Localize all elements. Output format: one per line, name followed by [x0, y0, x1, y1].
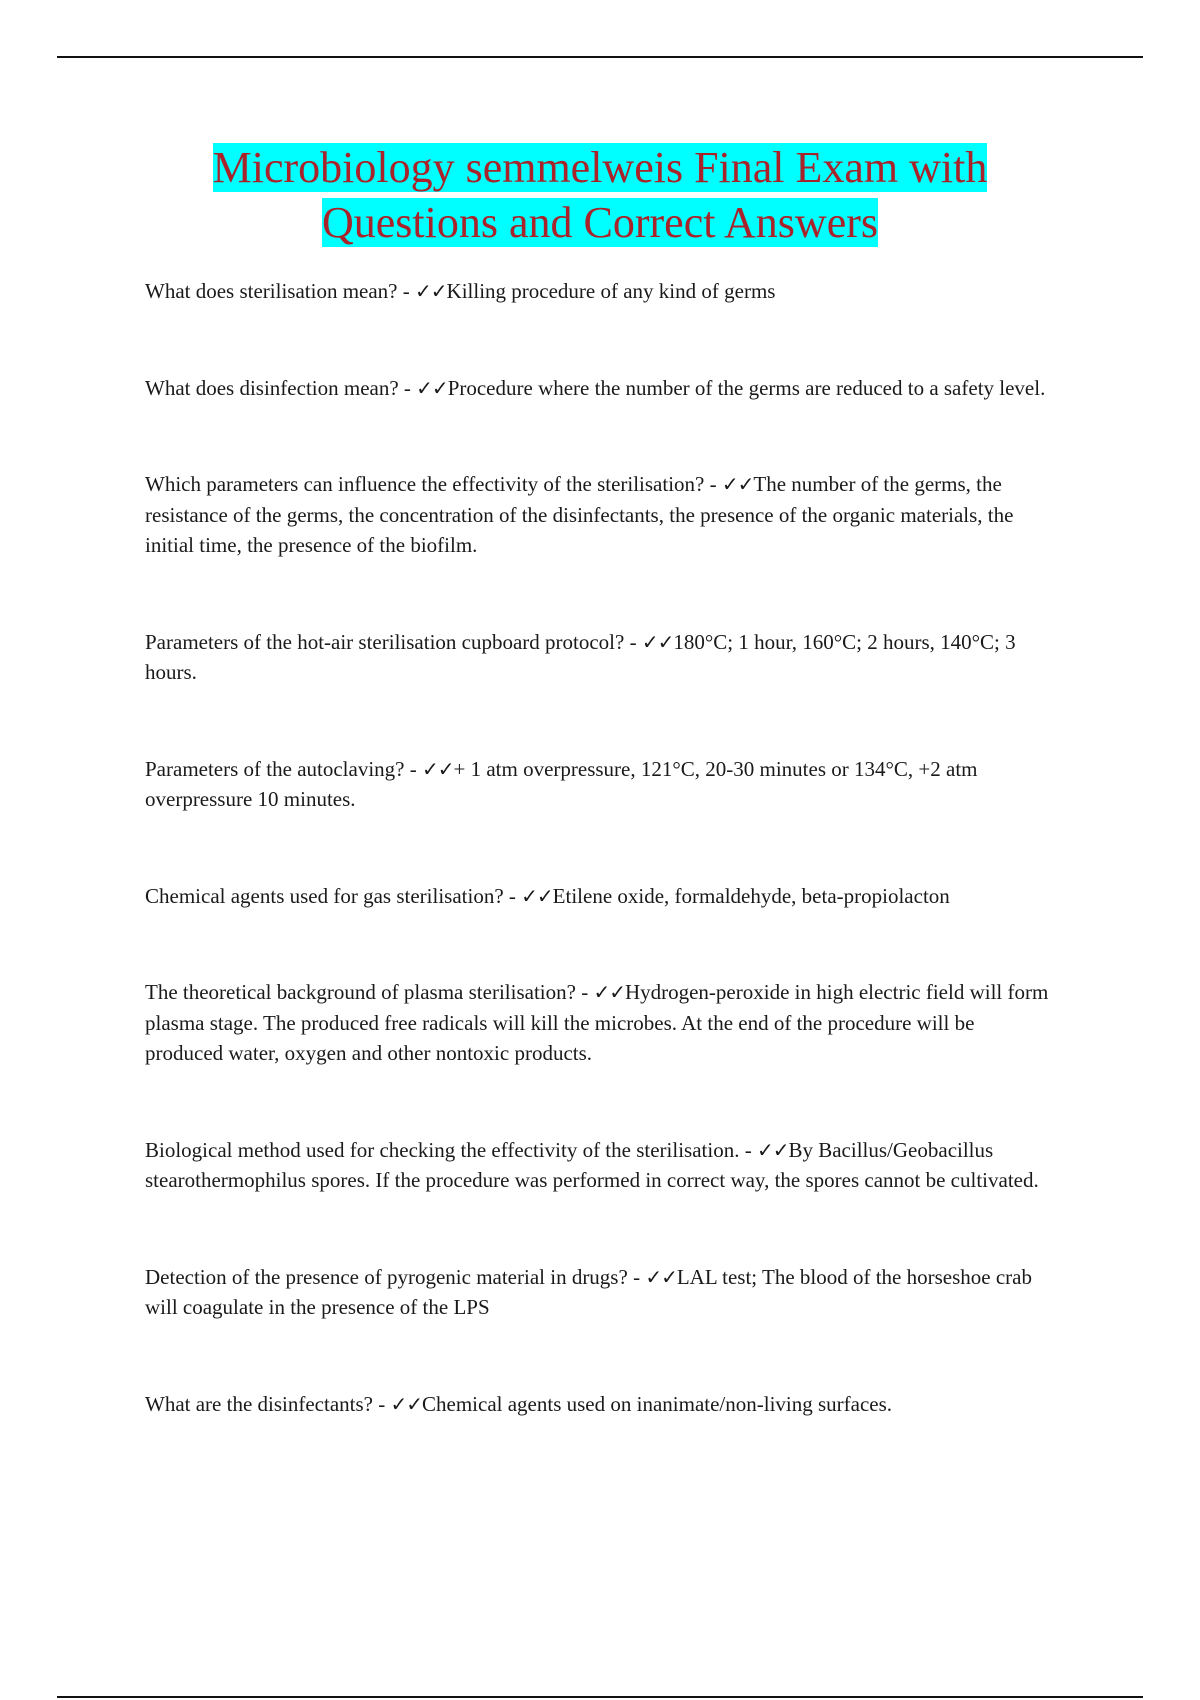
question-text: What are the disinfectants? — [145, 1391, 373, 1416]
answer-text: The number of the germs, the resistance of the germs, the concentration of the disinfectants, the presence of the organic materials, the initial time, the presence of the biofilm. — [145, 472, 1014, 557]
top-rule — [57, 56, 1143, 58]
check-marks-icon: ✓✓ — [416, 375, 448, 400]
separator: - — [704, 472, 722, 496]
question-text: Detection of the presence of pyrogenic material in drugs? — [145, 1264, 628, 1289]
separator: - — [398, 375, 417, 400]
answer-text: Killing procedure of any kind of germs — [446, 279, 776, 303]
separator: - — [503, 883, 522, 908]
qa-item — [145, 276, 1055, 307]
qa-list — [145, 276, 1055, 1419]
question-text: The theoretical background of plasma sterilisation? — [145, 980, 576, 1004]
title-line-1: Microbiology semmelweis Final Exam with — [212, 143, 988, 192]
answer-text: Chemical agents used on inanimate/non-living surfaces. — [422, 1391, 893, 1416]
answer-text: Etilene oxide, formaldehyde, beta-propiolacton — [552, 883, 950, 908]
answer-text: Procedure where the number of the germs are reduced to a safety level. — [447, 375, 1046, 400]
page-content — [145, 140, 1055, 1419]
qa-item — [145, 881, 1055, 912]
separator: - — [624, 629, 642, 654]
separator: - — [397, 279, 416, 303]
check-marks-icon: ✓✓ — [721, 472, 754, 496]
document-title — [145, 140, 1055, 250]
qa-item — [145, 977, 1055, 1069]
separator: - — [575, 980, 594, 1004]
qa-item — [145, 373, 1055, 404]
answer-text: 180°C; 1 hour, 160°C; 2 hours, 140°C; 3 hours. — [145, 629, 1016, 684]
qa-item — [145, 469, 1055, 561]
check-marks-icon: ✓✓ — [645, 1264, 677, 1289]
separator: - — [404, 756, 422, 781]
question-text: Which parameters can influence the effectivity of the sterilisation? — [145, 472, 705, 496]
qa-item — [145, 754, 1055, 815]
separator: - — [739, 1137, 757, 1162]
question-text: Biological method used for checking the effectivity of the sterilisation. — [145, 1137, 740, 1162]
qa-item — [145, 1262, 1055, 1323]
question-text: Chemical agents used for gas sterilisation? — [145, 883, 504, 908]
answer-text: LAL test; The blood of the horseshoe crab will coagulate in the presence of the LPS — [145, 1264, 1032, 1319]
answer-text: Hydrogen-peroxide in high electric field will form plasma stage. The produced free radicals will kill the microbes. At the end of the procedure will be produced water, oxygen and other nontoxic products. — [145, 980, 1049, 1065]
title-line-2: Questions and Correct Answers — [321, 198, 878, 247]
question-text: Parameters of the hot-air sterilisation cupboard protocol? — [145, 629, 625, 654]
question-text: Parameters of the autoclaving? — [145, 756, 405, 781]
separator: - — [627, 1264, 646, 1289]
check-marks-icon: ✓✓ — [390, 1391, 422, 1416]
separator: - — [372, 1391, 391, 1416]
check-marks-icon: ✓✓ — [641, 629, 674, 654]
answer-text: By Bacillus/Geobacillus stearothermophilus spores. If the procedure was performed in correct way, the spores cannot be cultivated. — [145, 1137, 1039, 1192]
qa-item — [145, 1135, 1055, 1196]
bottom-rule — [57, 1696, 1143, 1698]
answer-text: + 1 atm overpressure, 121°C, 20-30 minutes or 134°C, +2 atm overpressure 10 minutes. — [145, 756, 978, 811]
question-text: What does disinfection mean? — [145, 375, 399, 400]
qa-item — [145, 627, 1055, 688]
check-marks-icon: ✓✓ — [756, 1137, 789, 1162]
check-marks-icon: ✓✓ — [521, 883, 553, 908]
check-marks-icon: ✓✓ — [415, 279, 447, 303]
check-marks-icon: ✓✓ — [421, 756, 454, 781]
question-text: What does sterilisation mean? — [145, 279, 398, 303]
check-marks-icon: ✓✓ — [593, 980, 625, 1004]
qa-item — [145, 1389, 1055, 1420]
